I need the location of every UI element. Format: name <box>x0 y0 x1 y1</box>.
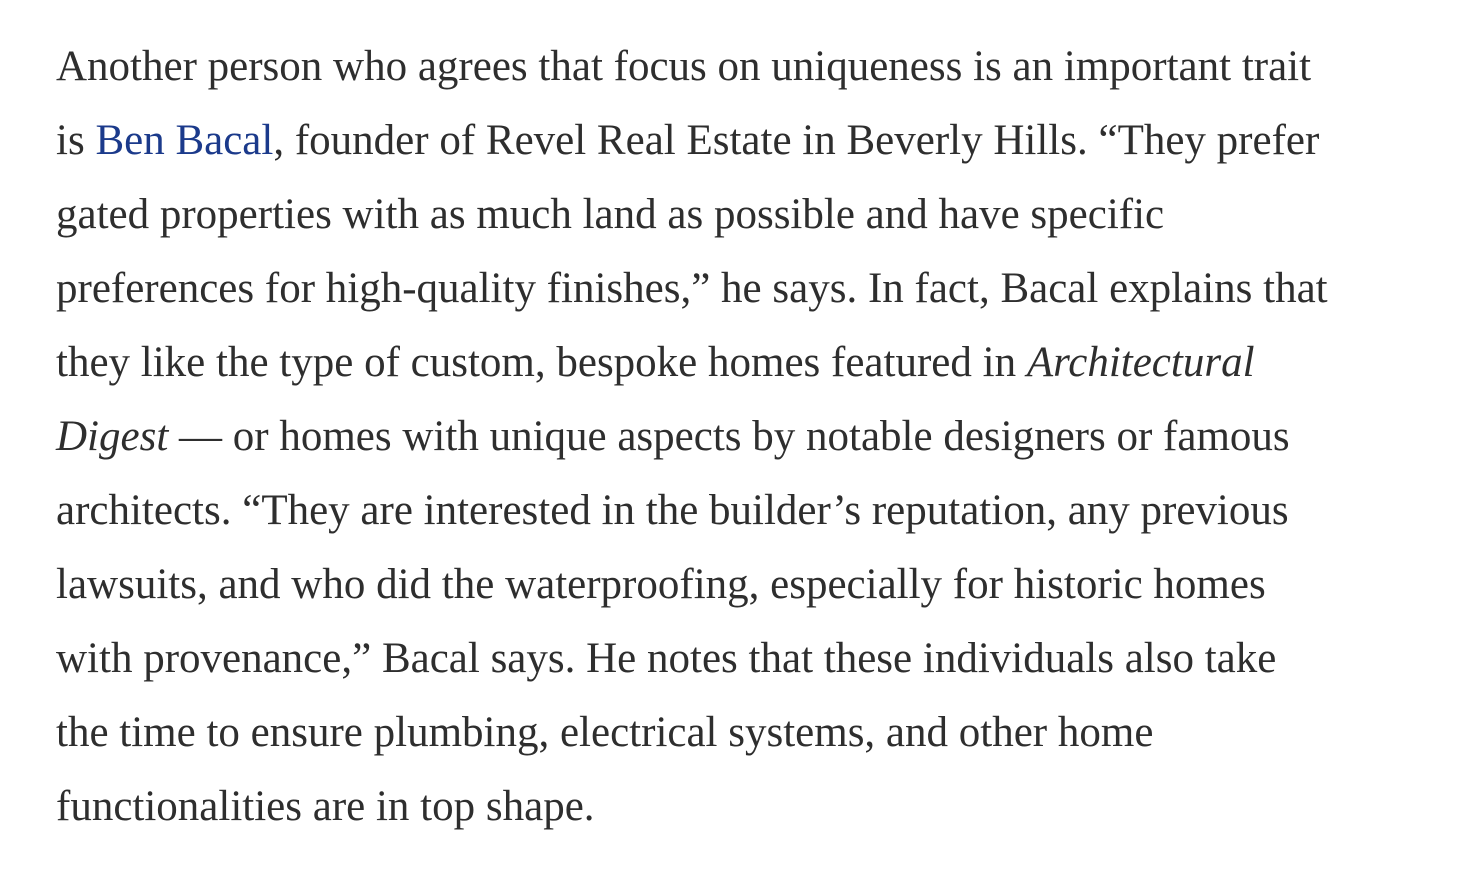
paragraph-text-run: — or homes with unique aspects by notable designers or famous architects. “They are interested in the builder’s reputation, any previous lawsuits, and who did the waterproofing, especially for historic homes with provenance,” Bacal says. He notes that these individuals also take the time to ensure plumbing, electrical systems, and other home functionalities are in top shape. <box>56 413 1290 830</box>
architectural-digest-publication-title: Architectural Digest <box>56 339 1255 460</box>
ben-bacal-link[interactable]: Ben Bacal <box>95 117 274 164</box>
paragraph-text-run: , founder of Revel Real Estate in Beverly Hills. “They prefer gated properties with as much land as possible and have specific preferences for high-quality finishes,” he says. In fact, Bacal explains that they like the type of custom, bespoke homes featured in <box>56 117 1328 386</box>
paragraph-text-run: Another person who agrees that focus on uniqueness is an important trait is <box>56 43 1312 164</box>
